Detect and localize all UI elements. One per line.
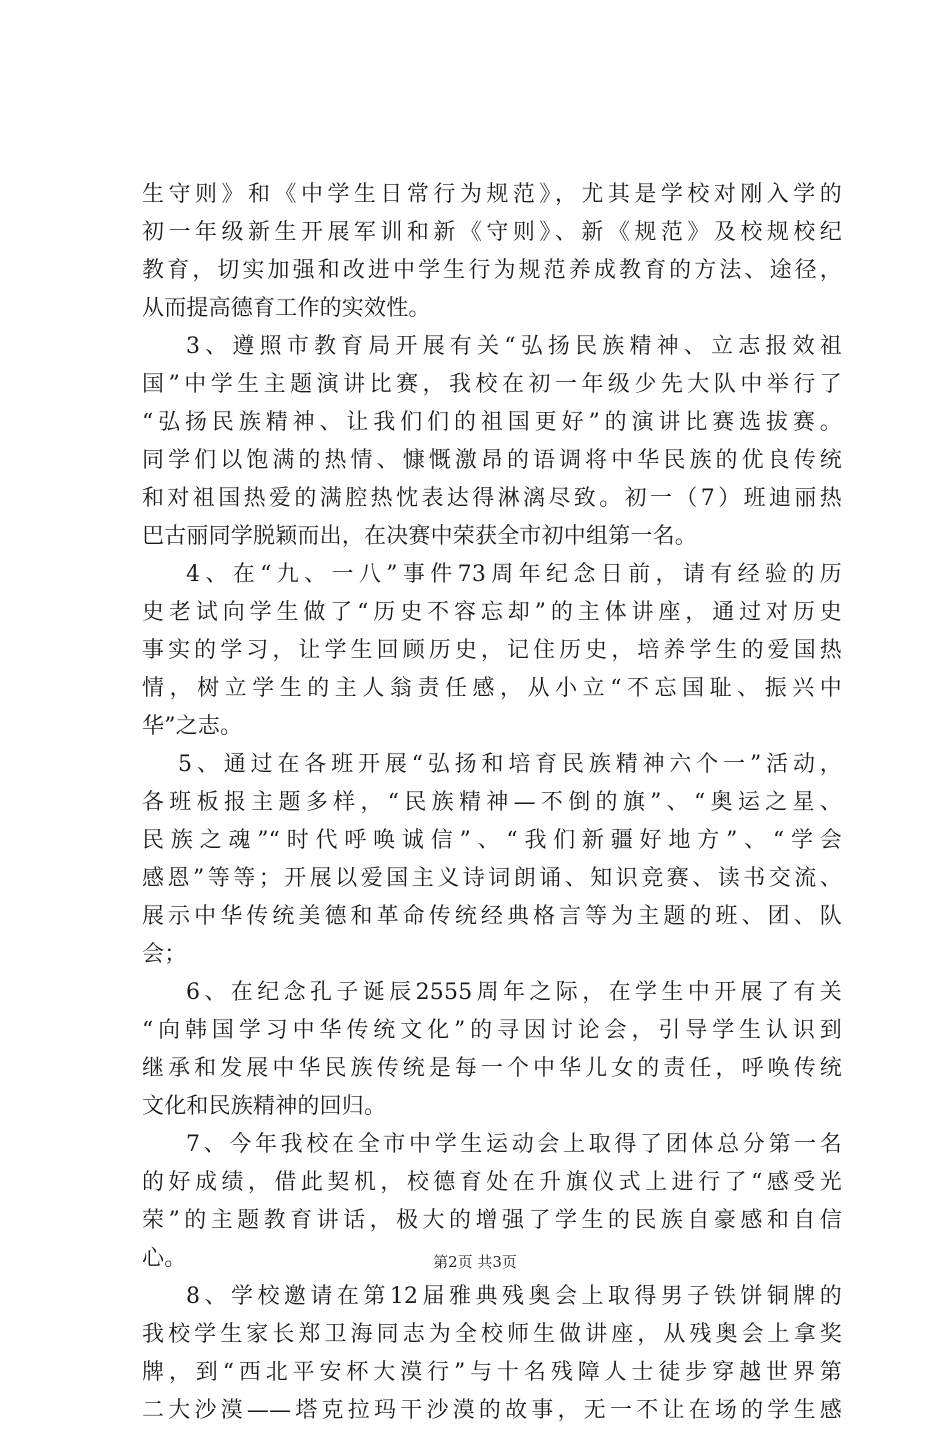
paragraph-p6 — [142, 974, 842, 1126]
text-line: 展示中华传统美德和革命传统经典格言等为主题的班、团、队 — [142, 904, 842, 929]
text-line: 国”中学生主题演讲比赛，我校在初一年级少先大队中举行了 — [142, 372, 842, 397]
text-line: “弘扬民族精神、让我们们的祖国更好”的演讲比赛选拔赛。 — [142, 410, 842, 435]
text-line: 教育，切实加强和改进中学生行为规范养成教育的方法、途径， — [142, 258, 842, 283]
text-line: 4、在“九、一八”事件73周年纪念日前，请有经验的历 — [186, 562, 842, 587]
text-line: 牌，到“西北平安杯大漠行”与十名残障人士徒步穿越世界第 — [142, 1360, 842, 1385]
text-line: 从而提高德育工作的实效性。 — [142, 296, 431, 321]
text-line: 6、在纪念孔子诞辰2555周年之际，在学生中开展了有关 — [186, 980, 842, 1005]
text-line: 文化和民族精神的回归。 — [142, 1094, 387, 1119]
text-line: 二大沙漠——塔克拉玛干沙漠的故事，无一不让在场的学生感 — [142, 1398, 842, 1423]
text-line: 3、遵照市教育局开展有关“弘扬民族精神、立志报效祖 — [186, 334, 842, 359]
text-line: 会； — [142, 942, 187, 967]
page-number-label: 第2页 共3页 — [433, 1253, 517, 1271]
text-line: 民族之魂”“时代呼唤诚信”、“我们新疆好地方”、“学会 — [142, 828, 842, 853]
text-line: 事实的学习，让学生回顾历史，记住历史，培养学生的爱国热 — [142, 638, 842, 663]
text-line: 荣”的主题教育讲话，极大的增强了学生的民族自豪感和自信 — [142, 1208, 842, 1233]
page-footer — [0, 1252, 950, 1272]
text-line: 华”之志。 — [142, 714, 243, 739]
text-line: 史老试向学生做了“历史不容忘却”的主体讲座，通过对历史 — [142, 600, 842, 625]
text-line: 7、今年我校在全市中学生运动会上取得了团体总分第一名 — [186, 1132, 842, 1157]
text-line: 8、学校邀请在第12届雅典残奥会上取得男子铁饼铜牌的 — [186, 1284, 842, 1309]
text-line: 各班板报主题多样，“民族精神—不倒的旗”、“奥运之星、 — [142, 790, 842, 815]
paragraph-p4 — [142, 556, 842, 746]
text-line: 和对祖国热爱的满腔热忱表达得淋漓尽致。初一（7）班迪丽热 — [142, 486, 842, 511]
text-line: 初一年级新生开展军训和新《守则》、新《规范》及校规校纪 — [142, 220, 842, 245]
text-line: 心。 — [142, 1246, 187, 1271]
text-line: 的好成绩，借此契机，校德育处在升旗仪式上进行了“感受光 — [142, 1170, 842, 1195]
text-line: 5、通过在各班开展“弘扬和培育民族精神六个一”活动， — [178, 752, 842, 777]
text-line: “向韩国学习中华传统文化”的寻因讨论会，引导学生认识到 — [142, 1018, 842, 1043]
paragraph-p-cont — [142, 176, 842, 328]
text-line: 感恩”等等；开展以爱国主义诗词朗诵、知识竞赛、读书交流、 — [142, 866, 842, 891]
paragraph-p3 — [142, 328, 842, 556]
paragraph-p8 — [142, 1278, 842, 1430]
text-line: 巴古丽同学脱颖而出，在决赛中荣获全市初中组第一名。 — [142, 524, 698, 549]
text-line: 情，树立学生的主人翁责任感，从小立“不忘国耻、振兴中 — [142, 676, 842, 701]
text-line: 我校学生家长郑卫海同志为全校师生做讲座，从残奥会上拿奖 — [142, 1322, 842, 1347]
paragraph-p5 — [142, 746, 842, 974]
document-body — [142, 176, 842, 1430]
text-line: 生守则》和《中学生日常行为规范》，尤其是学校对刚入学的 — [142, 182, 842, 207]
text-line: 继承和发展中华民族传统是每一个中华儿女的责任，呼唤传统 — [142, 1056, 842, 1081]
text-line: 同学们以饱满的热情、慷慨激昂的语调将中华民族的优良传统 — [142, 448, 842, 473]
